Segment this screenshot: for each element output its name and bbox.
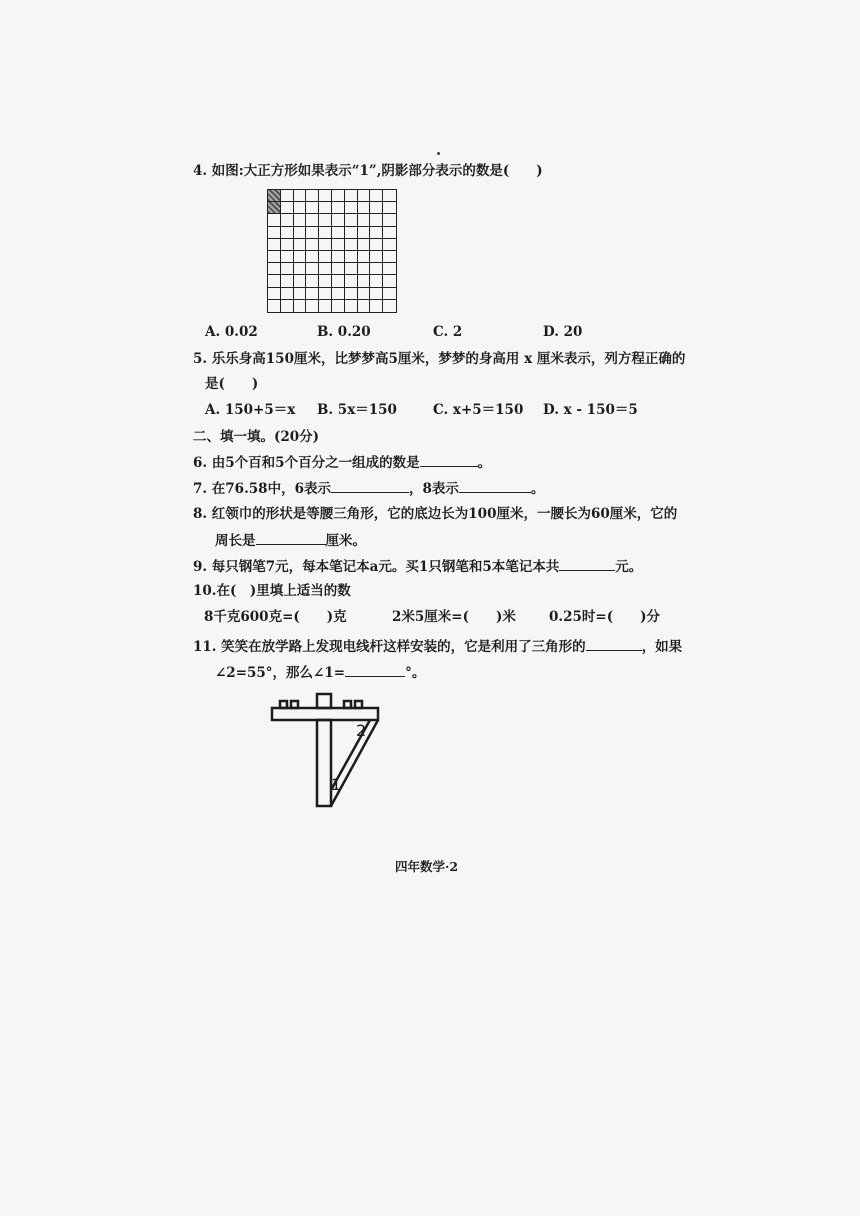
grid-cell: [281, 275, 294, 287]
q11-blank-2[interactable]: [345, 663, 405, 677]
page-footer: 四年数学·2: [395, 859, 459, 874]
q11-angle-unit: °。: [405, 665, 426, 681]
grid-cell: [319, 300, 332, 312]
scan-speck: [437, 152, 440, 155]
grid-cell: [370, 275, 383, 287]
grid-cell: [268, 263, 281, 275]
grid-cell: [294, 214, 307, 226]
q9-unit: 元。: [615, 559, 643, 575]
grid-cell: [294, 251, 307, 263]
q6-blank[interactable]: [420, 453, 478, 467]
q5-option-d: D. x - 150＝5: [543, 402, 638, 418]
q5-option-c: C. x+5＝150: [433, 402, 524, 418]
q11-angle-text: ∠2=55°，那么∠1=: [215, 665, 346, 681]
q7: [193, 479, 544, 498]
q9: [193, 557, 642, 576]
q8-line2-text: 周长是: [215, 533, 256, 549]
insulator: [344, 701, 351, 708]
grid-cell: [294, 275, 307, 287]
grid-cell: [306, 263, 319, 275]
grid-cell: [268, 288, 281, 300]
grid-cell: [319, 190, 332, 202]
q10-item-1: 8千克600克=( )克: [204, 609, 347, 625]
grid-cell: [332, 239, 345, 251]
grid-cell: [281, 202, 294, 214]
pole: [317, 720, 331, 806]
grid-cell: [306, 251, 319, 263]
q7-blank-2[interactable]: [459, 479, 531, 493]
grid-cell: [358, 214, 371, 226]
q5-line1: 5. 乐乐身高150厘米，比梦梦高5厘米，梦梦的身高用 x 厘米表示，列方程正确的: [193, 351, 686, 367]
section-2-heading: 二、填一填。(20分): [193, 429, 320, 445]
grid-cell: [268, 251, 281, 263]
q6-text: 6. 由5个百和5个百分之一组成的数是: [193, 455, 420, 471]
q9-text: 9. 每只钢笔7元，每本笔记本a元。买1只钢笔和5本笔记本共: [193, 559, 560, 575]
grid-cell: [383, 263, 396, 275]
grid-cell: [332, 288, 345, 300]
grid-cell: [306, 227, 319, 239]
grid-cell: [319, 239, 332, 251]
pole-top: [317, 694, 331, 708]
q10-title: 10.在( )里填上适当的数: [193, 583, 351, 599]
q11-line2: [215, 663, 425, 682]
q7-mid: ，8表示: [408, 481, 459, 497]
q8-unit: 厘米。: [325, 533, 366, 549]
q7-end: 。: [530, 481, 545, 497]
grid-cell: [268, 275, 281, 287]
grid-cell: [319, 275, 332, 287]
grid-cell: [294, 300, 307, 312]
grid-cell: [383, 275, 396, 287]
q5-line2: 是( ): [205, 376, 259, 392]
grid-cell: [281, 227, 294, 239]
q6-end: 。: [477, 455, 492, 471]
grid-cell: [370, 214, 383, 226]
grid-cell: [294, 263, 307, 275]
grid-cell: [268, 214, 281, 226]
grid-cell: [319, 251, 332, 263]
grid-cell: [358, 239, 371, 251]
q4-option-d: D. 20: [543, 324, 583, 340]
q4-option-c: C. 2: [433, 324, 463, 340]
grid-cell: [383, 300, 396, 312]
grid-cell: [294, 239, 307, 251]
grid-cell: [332, 263, 345, 275]
grid-cell: [332, 251, 345, 263]
grid-cell: [345, 214, 358, 226]
grid-cell: [281, 239, 294, 251]
grid-cell: [370, 239, 383, 251]
q11-line1: [193, 637, 682, 656]
grid-cell: [281, 214, 294, 226]
q8-line1: 8. 红领巾的形状是等腰三角形，它的底边长为100厘米，一腰长为60厘米，它的: [193, 506, 678, 522]
grid-cell: [345, 300, 358, 312]
grid-cell: [358, 190, 371, 202]
utility-pole-figure: [260, 690, 390, 815]
crossarm: [272, 708, 378, 720]
grid-cell: [332, 227, 345, 239]
grid-cell: [345, 202, 358, 214]
grid-cell: [281, 263, 294, 275]
insulator: [291, 701, 298, 708]
q8-blank[interactable]: [256, 531, 326, 545]
grid-cell: [370, 227, 383, 239]
grid-cell: [268, 239, 281, 251]
grid-cell: [281, 300, 294, 312]
grid-cell: [358, 288, 371, 300]
grid-cell: [306, 239, 319, 251]
grid-cell: [383, 190, 396, 202]
grid-cell: [268, 227, 281, 239]
q4-text: 4. 如图:大正方形如果表示“1”,阴影部分表示的数是( ): [193, 163, 543, 179]
grid-cell: [383, 214, 396, 226]
grid-cell: [294, 227, 307, 239]
grid-cell: [306, 288, 319, 300]
grid-cell: [383, 239, 396, 251]
grid-cell: [294, 190, 307, 202]
grid-cell: [383, 251, 396, 263]
q11-blank-1[interactable]: [586, 637, 642, 651]
q11-text: 11. 笑笑在放学路上发现电线杆这样安装的，它是利用了三角形的: [193, 639, 586, 655]
grid-cell-shaded: [268, 202, 281, 214]
q8-line2: [215, 531, 366, 550]
grid-cell: [281, 288, 294, 300]
grid-cell: [306, 202, 319, 214]
angle-1-label: 1: [331, 775, 342, 794]
grid-cell: [268, 300, 281, 312]
hundred-square-grid: [267, 189, 397, 313]
q10-item-3: 0.25时=( )分: [549, 609, 660, 625]
grid-cell: [281, 251, 294, 263]
q9-blank[interactable]: [559, 557, 615, 571]
grid-cell: [345, 263, 358, 275]
q10-item-2: 2米5厘米=( )米: [392, 609, 516, 625]
grid-cell: [383, 202, 396, 214]
grid-cell: [383, 288, 396, 300]
grid-cell: [358, 263, 371, 275]
grid-cell: [358, 251, 371, 263]
grid-cell: [294, 202, 307, 214]
grid-cell: [345, 288, 358, 300]
grid-cell: [306, 190, 319, 202]
grid-cell: [345, 275, 358, 287]
q5-option-a: A. 150+5＝x: [205, 402, 296, 418]
grid-cell: [383, 227, 396, 239]
angle-2-label: 2: [356, 721, 367, 740]
grid-cell: [319, 227, 332, 239]
grid-cell: [345, 190, 358, 202]
grid-cell: [332, 300, 345, 312]
q5-option-b: B. 5x＝150: [317, 402, 397, 418]
grid-cell: [319, 202, 332, 214]
grid-cell: [306, 275, 319, 287]
grid-cell: [332, 190, 345, 202]
grid-cell: [306, 214, 319, 226]
grid-cell-shaded: [268, 190, 281, 202]
grid-cell: [358, 202, 371, 214]
grid-cell: [370, 263, 383, 275]
grid-cell: [370, 251, 383, 263]
q6: [193, 453, 491, 472]
q7-text: 7. 在76.58中，6表示: [193, 481, 331, 497]
q4-option-b: B. 0.20: [317, 324, 371, 340]
grid-cell: [358, 300, 371, 312]
grid-cell: [319, 214, 332, 226]
q7-blank-1[interactable]: [331, 479, 409, 493]
grid-cell: [358, 227, 371, 239]
grid-cell: [345, 227, 358, 239]
grid-cell: [370, 288, 383, 300]
grid-cell: [294, 288, 307, 300]
grid-cell: [370, 190, 383, 202]
grid-cell: [358, 275, 371, 287]
grid-cell: [370, 300, 383, 312]
insulator: [355, 701, 362, 708]
grid-cell: [332, 202, 345, 214]
grid-cell: [370, 202, 383, 214]
grid-cell: [319, 263, 332, 275]
q4-option-a: A. 0.02: [205, 324, 258, 340]
q11-text-end: ，如果: [641, 639, 683, 655]
grid-cell: [319, 288, 332, 300]
grid-cell: [345, 251, 358, 263]
grid-cell: [306, 300, 319, 312]
grid-cell: [345, 239, 358, 251]
grid-cell: [332, 275, 345, 287]
grid-cell: [281, 190, 294, 202]
grid-cell: [332, 214, 345, 226]
insulator: [280, 701, 287, 708]
